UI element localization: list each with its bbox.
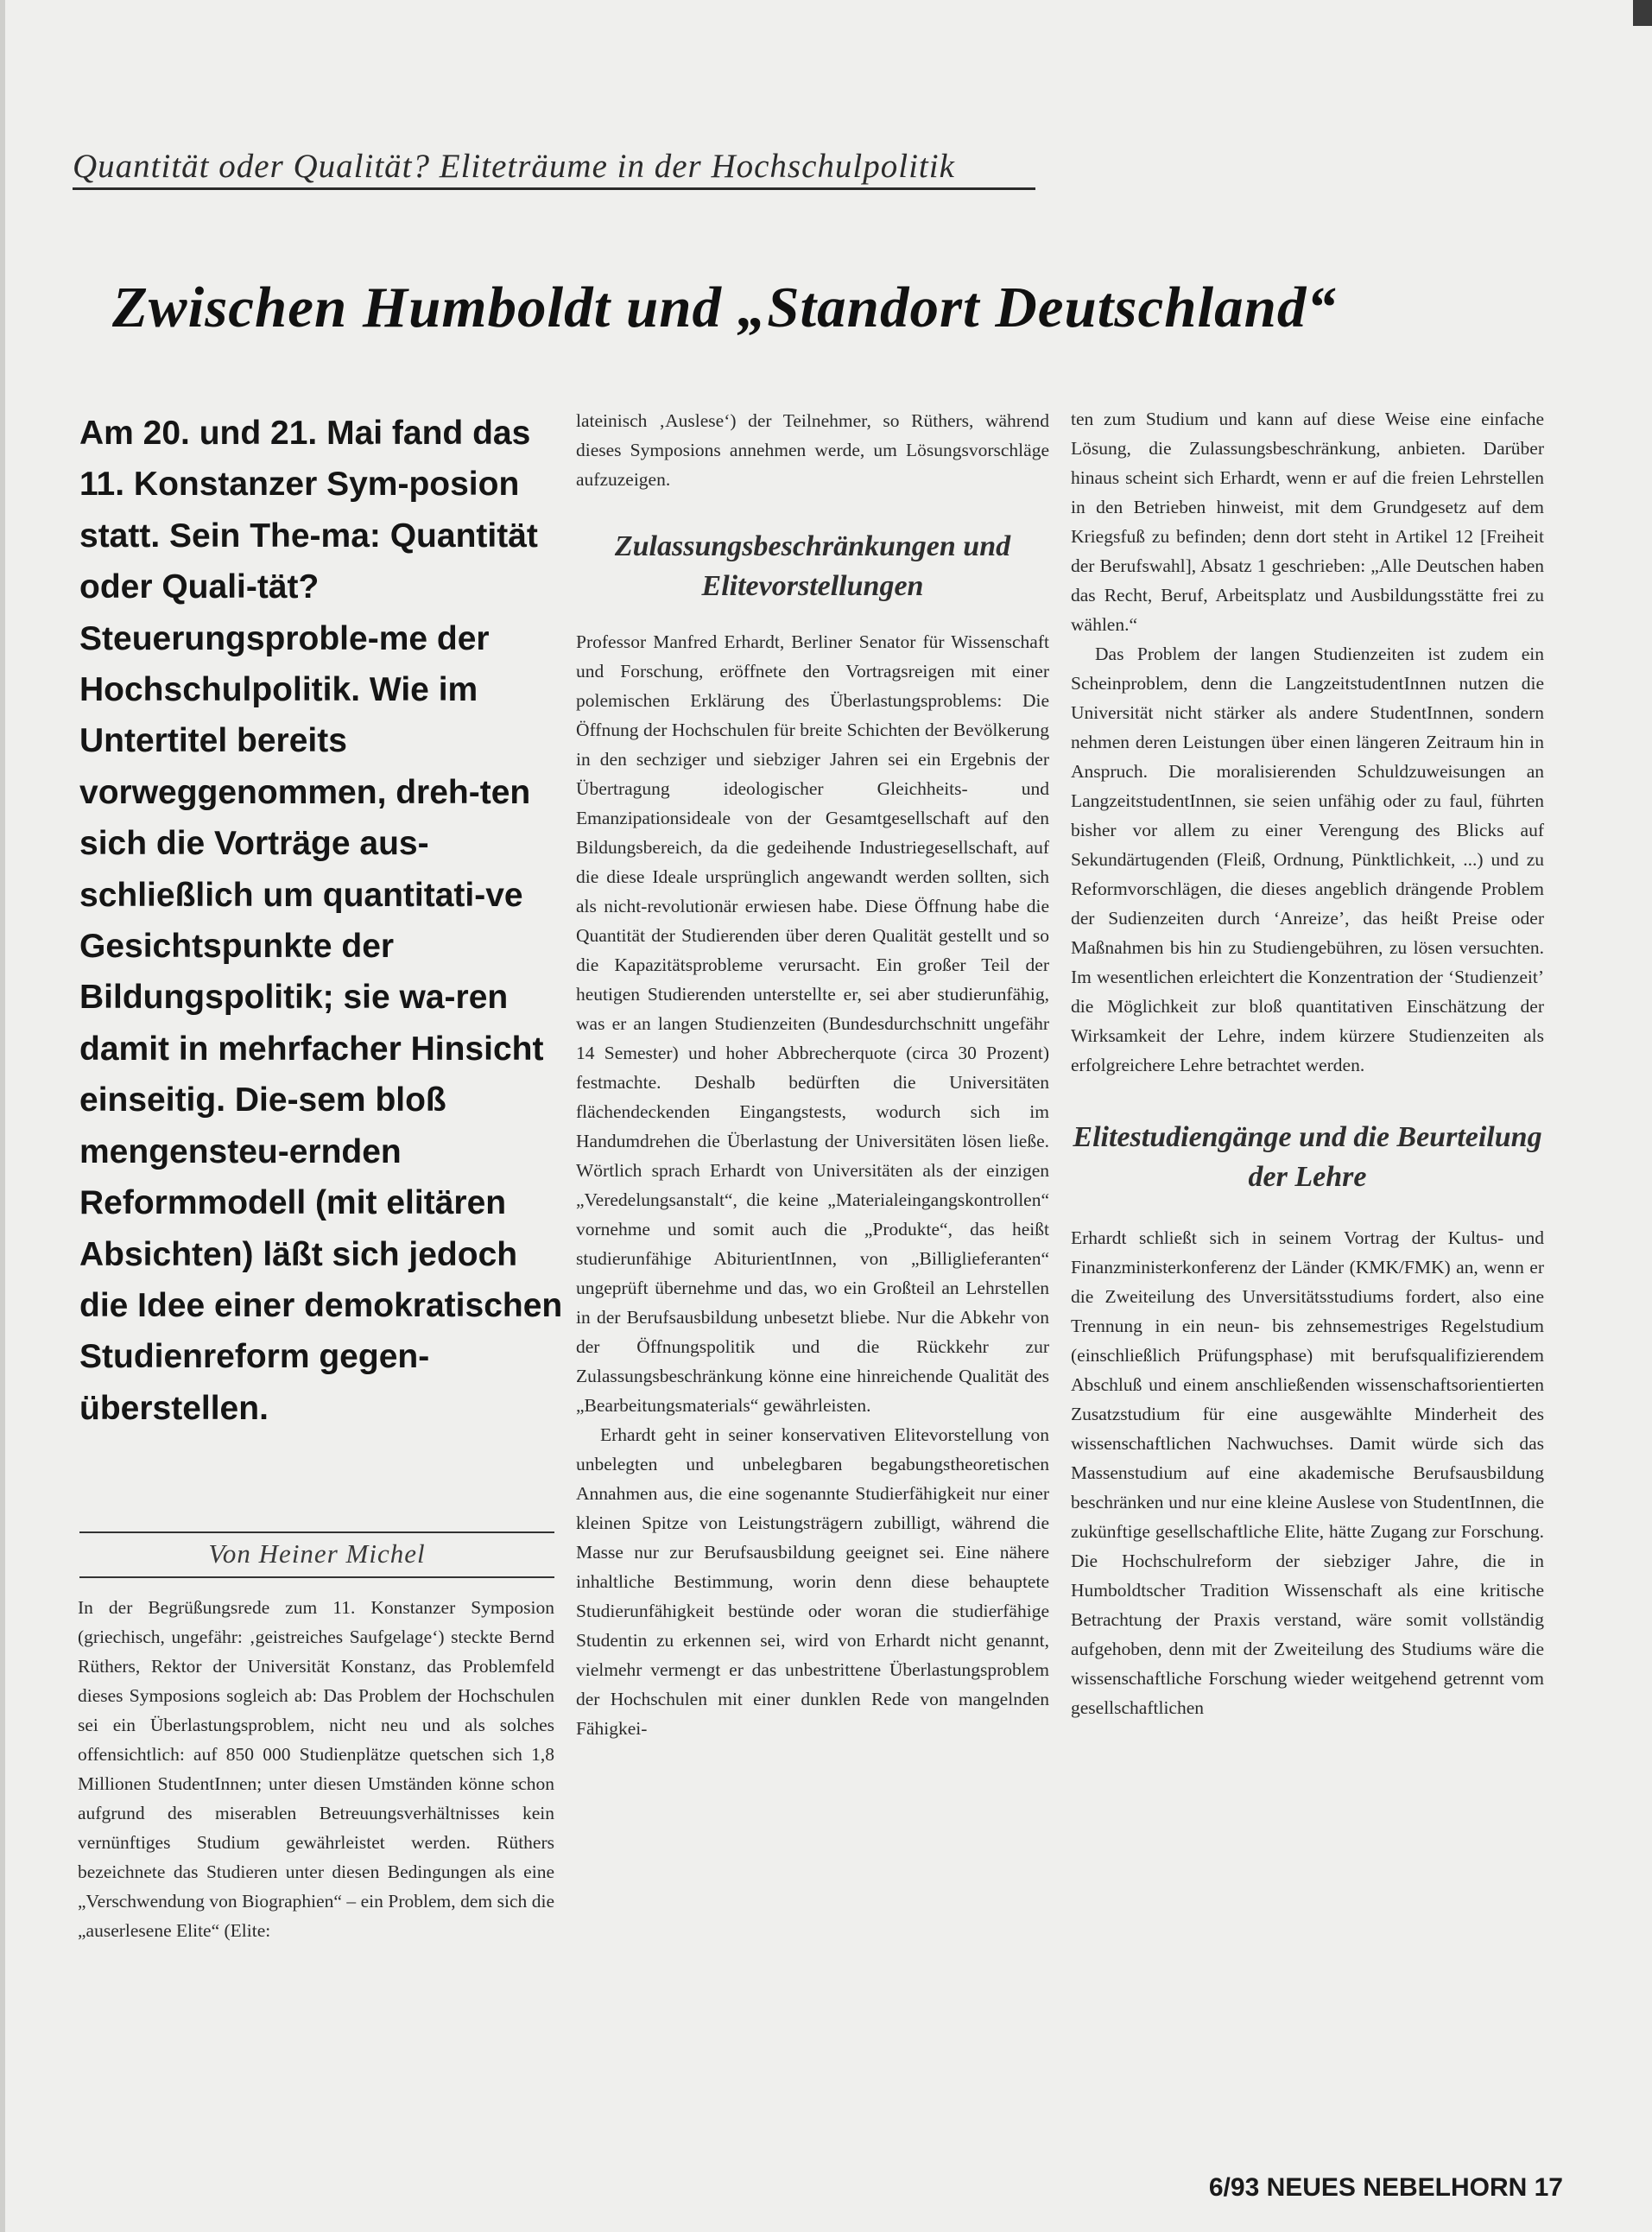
kicker-line: Quantität oder Qualität? Eliteträume in der Hochschulpolitik (73, 147, 1035, 190)
page-footer: 6/93 NEUES NEBELHORN 17 (1208, 2173, 1563, 2202)
column-1-paragraph-1: In der Begrüßungsrede zum 11. Konstanzer Symposion (griechisch, ungefähr: ‚geistreiches Saufgelage‘) steckte Bernd Rüthers, Rektor der Universität Konstanz, das Problemfeld dieses Symposions sogleich ab: Das Problem der Hochschulen sei ein Überlastungsproblem, nicht neu und als solches offensichtlich: auf 850 000 Studienplätze quetschen sich 1,8 Millionen StudentInnen; unter diesen Umständen könne schon aufgrund des miserablen Betreuungsverhältnisses kein vernünftiges Studium gewährleistet werden. Rüthers bezeichnete das Studieren unter diesen Bedingungen als eine „Verschwendung von Biographien“ – ein Problem, dem sich die „auserlesene Elite“ (Elite: (78, 1597, 554, 1941)
article-column-1 (78, 1593, 554, 1945)
column-3-paragraph-3: Erhardt schließt sich in seinem Vortrag der Kultus- und Finanzministerkonferenz der Länder (KMK/FMK) an, wenn er die Zweiteilung des Unversitätsstudiums fordert, also eine Trennung in ein neun- bis zehnsemestriges Regelstudium (einschließlich Prüfungsphase) mit berufsqualifizierendem Abschluß und einem anschließenden wissenschaftsorientierten Zusatzstudium für eine ausgewählte Minderheit des wissenschaftlichen Nachwuchses. Damit würde sich das Massenstudium auf eine akademische Berufsausbildung beschränken und nur eine kleine Auslese von StudentInnen, die zukünftige gesellschaftliche Elite, hätte Zugang zur Forschung. Die Hochschulreform der siebziger Jahre, die in Humboldtscher Tradition Wissenschaft als eine kritische Betrachtung der Praxis verstand, wäre somit vollständig aufgehoben, denn mit der Zweiteilung des Studiums wäre die wissenschaftliche Forschung wieder weitgehend getrennt vom gesellschaftlichen (1071, 1227, 1544, 1718)
byline: Von Heiner Michel (208, 1538, 426, 1569)
column-2-paragraph-2: Erhardt geht in seiner konservativen Elitevorstellung von unbelegten und unbelegbaren begabungstheoretischen Annahmen aus, die eine sogenannte Studierfähigkeit nur einer kleinen Spitze von Leistungsträgern zubilligt, während die Masse nur zur Berufsausbildung geeignet sei. Eine nähere inhaltliche Bestimmung, worin denn diese behauptete Studierunfähigkeit bestünde oder woran die studierfähige Studentin zu erkennen sei, wird von Erhardt nicht genannt, vielmehr vermengt er das unbestrittene Überlastungsproblem der Hochschulen mit einer dunklen Rede von mangelnden Fähigkei- (576, 1424, 1049, 1739)
article-column-3 (1071, 404, 1544, 1722)
subheading-zulassungsbeschraenkungen: Zulassungsbeschränkungen und Elitevorstellungen (614, 530, 1011, 602)
byline-rule-bottom (79, 1576, 554, 1578)
byline-rule-top (79, 1531, 554, 1533)
page-title: Zwischen Humboldt und „Standort Deutschland“ (112, 276, 1337, 339)
column-2-intro: lateinisch ‚Auslese‘) der Teilnehmer, so Rüthers, während dieses Symposions annehmen werde, um Lösungsvorschläge aufzuzeigen. (576, 410, 1049, 490)
subheading-elitestudiengaenge: Elitestudiengänge und die Beurteilung der Lehre (1073, 1121, 1542, 1193)
column-3-paragraph-2: Das Problem der langen Studienzeiten ist zudem ein Scheinproblem, denn die LangzeitstudentInnen nutzen die Universität nicht stärker als andere StudentInnen, sondern nehmen deren Leistungen über einen längeren Zeitraum hin in Anspruch. Die moralisierenden Schuldzuweisungen an LangzeitstudentInnen, sie seien unfähig oder zu faul, führten bisher vor allem zu einer Verengung des Blicks auf Sekundärtugenden (Fleiß, Ordnung, Pünktlichkeit, ...) und zu Reformvorschlägen, die dieses angeblich drängende Problem der Sudienzeiten durch ‘Anreize’, das heißt Preise oder Maßnahmen bis hin zu Studiengebühren, zu lösen versuchten. Im wesentlichen erleichtert die Konzentration der ‘Studienzeit’ die Möglichkeit zur bloß quantitativen Einschätzung der Wirksamkeit der Lehre, indem kürzere Studienzeiten als erfolgreichere Lehre betrachtet werden. (1071, 644, 1544, 1075)
column-3-paragraph-1: ten zum Studium und kann auf diese Weise eine einfache Lösung, die Zulassungsbeschränkung, anbieten. Darüber hinaus scheint sich Erhardt, wenn er auf die freien Lehrstellen in den Betrieben hinweist, mit dem Grundgesetz auf dem Kriegsfuß zu befinden; denn dort steht in Artikel 12 [Freiheit der Berufswahl], Absatz 1 geschrieben: „Alle Deutschen haben das Recht, Beruf, Arbeitsplatz und Ausbildungsstätte frei zu wählen.“ (1071, 409, 1544, 635)
column-2-paragraph-1: Professor Manfred Erhardt, Berliner Senator für Wissenschaft und Forschung, eröffnete den Vortragsreigen mit einer polemischen Erklärung des Überlastungsproblems: Die Öffnung der Hochschulen für breite Schichten der Bevölkerung in den sechziger und siebziger Jahren sei ein Ergebnis der Übertragung ideologischer Gleichheits- und Emanzipationsideale von der Gesamtgesellschaft auf den Bildungsbereich, da die gedeihende Industriegesellschaft, auf die diese Ideale ursprünglich angewandt werden sollten, sich als nicht-revolutionär erwiesen habe. Diese Öffnung habe die Quantität der Studierenden über deren Qualität gestellt und so die Kapazitätsprobleme verursacht. Ein großer Teil der heutigen Studierenden unterstellte er, sei aber studierunfähig, was er an langen Studienzeiten (Bundesdurchschnitt ungefähr 14 Semester) und hoher Abbrecherquote (circa 30 Prozent) festmachte. Deshalb bedürften die Universitäten flächendeckenden Eingangstests, wodurch sich im Handumdrehen die Überlastung der Universitäten lösen ließe. Wörtlich sprach Erhardt von Universitäten als der einzigen „Veredelungsanstalt“, die keine „Materialeingangskontrollen“ vornehme und somit auch die „Produkte“, das heißt studierunfähige AbiturientInnen, von „Billiglieferanten“ ungeprüft übernehme und das, wo ein Großteil an Lehrstellen in der Berufsausbildung unbesetzt bliebe. Nur die Abkehr von der Öffnungspolitik und die Rückkehr zur Zulassungsbeschränkung könne eine hinreichende Qualität des „Bearbeitungsmaterials“ gewährleisten. (576, 631, 1049, 1416)
scan-corner-mark (1633, 0, 1652, 26)
article-column-2 (576, 406, 1049, 1743)
page-edge (0, 0, 5, 2232)
lead-paragraph: Am 20. und 21. Mai fand das 11. Konstanzer Sym-posion statt. Sein The-ma: Quantität oder Quali-tät? Steuerungsproble-me der Hochschulpolitik. Wie im Untertitel bereits vorweggenommen, dreh-ten sich die Vorträge aus-schließlich um quantitati-ve Gesichtspunkte der Bildungspolitik; sie wa-ren damit in mehrfacher Hinsicht einseitig. Die-sem bloß mengensteu-ernden Reformmodell (mit elitären Absichten) läßt sich jedoch die Idee einer demokratischen Studienreform gegen-überstellen. (79, 415, 563, 1427)
